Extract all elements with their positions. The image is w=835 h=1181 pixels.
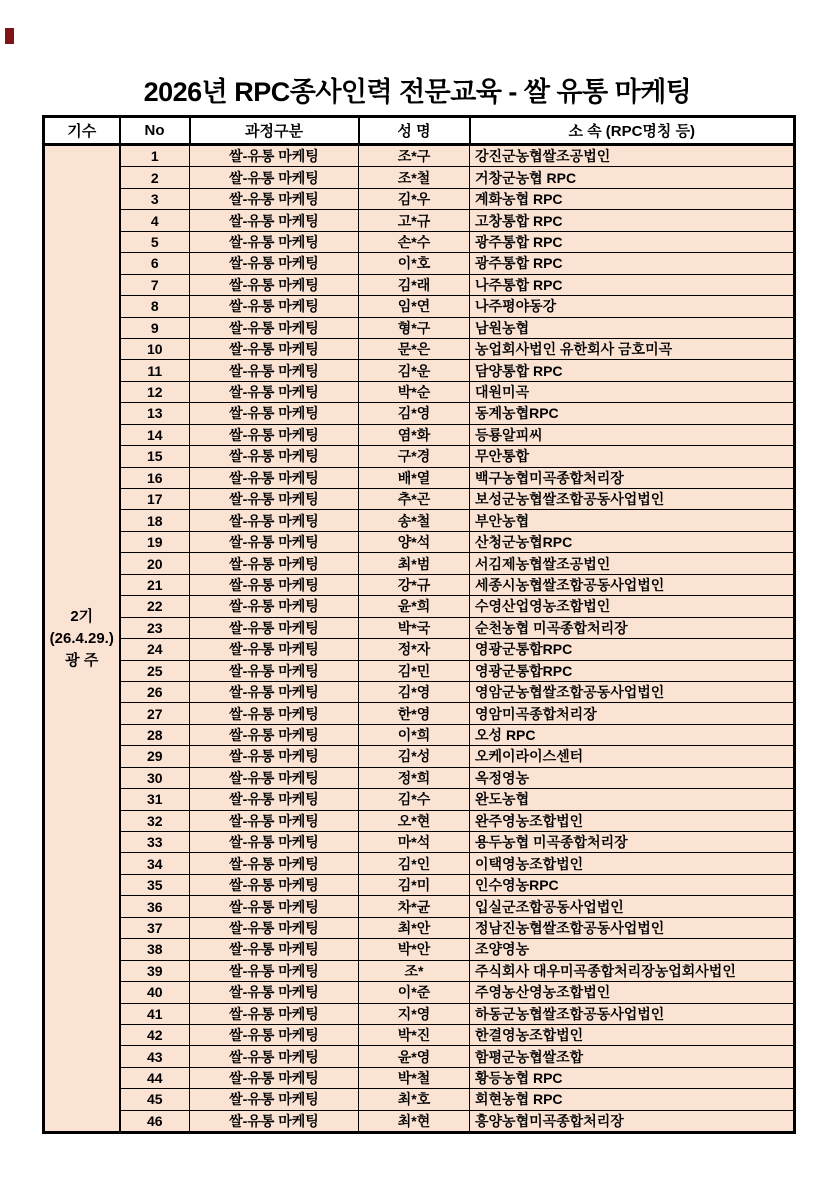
org-cell: 보성군농협쌀조합공동사업법인 (470, 489, 795, 510)
page-title: 2026년 RPC종사인력 전문교육 - 쌀 유통 마케팅 (143, 77, 692, 107)
course-cell: 쌀-유통 마케팅 (190, 1089, 359, 1110)
course-cell: 쌀-유통 마케팅 (190, 360, 359, 381)
name-cell: 양*석 (359, 531, 470, 552)
org-cell: 백구농협미곡종합처리장 (470, 467, 795, 488)
org-cell: 인수영농RPC (470, 874, 795, 895)
course-cell: 쌀-유통 마케팅 (190, 553, 359, 574)
course-cell: 쌀-유통 마케팅 (190, 767, 359, 788)
name-cell: 한*영 (359, 703, 470, 724)
table-body (44, 145, 795, 1133)
org-cell: 영암미곡종합처리장 (470, 703, 795, 724)
table-row (44, 1046, 795, 1067)
course-cell: 쌀-유통 마케팅 (190, 810, 359, 831)
course-cell: 쌀-유통 마케팅 (190, 853, 359, 874)
course-cell: 쌀-유통 마케팅 (190, 982, 359, 1003)
corner-mark (5, 28, 14, 44)
table-row (44, 1067, 795, 1088)
org-cell: 영암군농협쌀조합공동사업법인 (470, 681, 795, 702)
course-cell: 쌀-유통 마케팅 (190, 317, 359, 338)
course-cell: 쌀-유통 마케팅 (190, 896, 359, 917)
course-cell: 쌀-유통 마케팅 (190, 489, 359, 510)
table-row (44, 167, 795, 188)
name-cell: 정*자 (359, 639, 470, 660)
header-course: 과정구분 (190, 117, 359, 145)
row-number-cell: 11 (120, 360, 190, 381)
row-number-cell: 45 (120, 1089, 190, 1110)
org-cell: 회현농협 RPC (470, 1089, 795, 1110)
table-row (44, 231, 795, 252)
course-cell: 쌀-유통 마케팅 (190, 746, 359, 767)
table-row (44, 681, 795, 702)
table-row (44, 403, 795, 424)
org-cell: 순천농협 미곡종합처리장 (470, 617, 795, 638)
table-row (44, 489, 795, 510)
row-number-cell: 32 (120, 810, 190, 831)
course-cell: 쌀-유통 마케팅 (190, 338, 359, 359)
row-number-cell: 25 (120, 660, 190, 681)
cohort-location: 광 주 (65, 651, 99, 669)
name-cell: 김*미 (359, 874, 470, 895)
name-cell: 이*준 (359, 982, 470, 1003)
name-cell: 김*우 (359, 188, 470, 209)
name-cell: 최*범 (359, 553, 470, 574)
table-row (44, 724, 795, 745)
name-cell: 김*민 (359, 660, 470, 681)
course-cell: 쌀-유통 마케팅 (190, 1024, 359, 1045)
row-number-cell: 2 (120, 167, 190, 188)
org-cell: 입실군조합공동사업법인 (470, 896, 795, 917)
row-number-cell: 31 (120, 789, 190, 810)
course-cell: 쌀-유통 마케팅 (190, 832, 359, 853)
org-cell: 담양통합 RPC (470, 360, 795, 381)
org-cell: 무안통합 (470, 446, 795, 467)
name-cell: 염*화 (359, 424, 470, 445)
course-cell: 쌀-유통 마케팅 (190, 917, 359, 938)
row-number-cell: 40 (120, 982, 190, 1003)
table-row (44, 1110, 795, 1132)
name-cell: 형*구 (359, 317, 470, 338)
row-number-cell: 8 (120, 296, 190, 317)
row-number-cell: 34 (120, 853, 190, 874)
row-number-cell: 17 (120, 489, 190, 510)
table-row (44, 810, 795, 831)
table-row (44, 832, 795, 853)
course-cell: 쌀-유통 마케팅 (190, 874, 359, 895)
course-cell: 쌀-유통 마케팅 (190, 1003, 359, 1024)
name-cell: 오*현 (359, 810, 470, 831)
table-row (44, 574, 795, 595)
course-cell: 쌀-유통 마케팅 (190, 381, 359, 402)
org-cell: 계화농협 RPC (470, 188, 795, 209)
name-cell: 최*안 (359, 917, 470, 938)
row-number-cell: 22 (120, 596, 190, 617)
course-cell: 쌀-유통 마케팅 (190, 596, 359, 617)
name-cell: 박*국 (359, 617, 470, 638)
row-number-cell: 13 (120, 403, 190, 424)
course-cell: 쌀-유통 마케팅 (190, 188, 359, 209)
table-row (44, 296, 795, 317)
name-cell: 김*영 (359, 681, 470, 702)
course-cell: 쌀-유통 마케팅 (190, 296, 359, 317)
name-cell: 김*인 (359, 853, 470, 874)
table-row (44, 317, 795, 338)
course-cell: 쌀-유통 마케팅 (190, 274, 359, 295)
course-cell: 쌀-유통 마케팅 (190, 253, 359, 274)
course-cell: 쌀-유통 마케팅 (190, 939, 359, 960)
table-row (44, 660, 795, 681)
org-cell: 오성 RPC (470, 724, 795, 745)
course-cell: 쌀-유통 마케팅 (190, 724, 359, 745)
org-cell: 등룡알피씨 (470, 424, 795, 445)
table-row (44, 703, 795, 724)
cohort-cell (44, 145, 120, 1133)
name-cell: 이*희 (359, 724, 470, 745)
header-org: 소 속 (RPC명칭 등) (470, 117, 795, 145)
row-number-cell: 36 (120, 896, 190, 917)
name-cell: 강*규 (359, 574, 470, 595)
row-number-cell: 39 (120, 960, 190, 981)
table-row (44, 145, 795, 167)
course-cell: 쌀-유통 마케팅 (190, 510, 359, 531)
course-cell: 쌀-유통 마케팅 (190, 231, 359, 252)
course-cell: 쌀-유통 마케팅 (190, 446, 359, 467)
course-cell: 쌀-유통 마케팅 (190, 145, 359, 167)
course-cell: 쌀-유통 마케팅 (190, 639, 359, 660)
row-number-cell: 33 (120, 832, 190, 853)
org-cell: 농업회사법인 유한회사 금호미곡 (470, 338, 795, 359)
table-row (44, 253, 795, 274)
row-number-cell: 27 (120, 703, 190, 724)
table-row (44, 639, 795, 660)
table-row (44, 424, 795, 445)
name-cell: 윤*영 (359, 1046, 470, 1067)
row-number-cell: 4 (120, 210, 190, 231)
org-cell: 남원농협 (470, 317, 795, 338)
org-cell: 광주통합 RPC (470, 253, 795, 274)
table-header (44, 117, 795, 145)
row-number-cell: 1 (120, 145, 190, 167)
table-row (44, 446, 795, 467)
table-row (44, 210, 795, 231)
name-cell: 박*안 (359, 939, 470, 960)
org-cell: 세종시농협쌀조합공동사업법인 (470, 574, 795, 595)
name-cell: 김*래 (359, 274, 470, 295)
row-number-cell: 10 (120, 338, 190, 359)
name-cell: 조* (359, 960, 470, 981)
name-cell: 문*은 (359, 338, 470, 359)
table-row (44, 360, 795, 381)
name-cell: 최*현 (359, 1110, 470, 1132)
name-cell: 박*진 (359, 1024, 470, 1045)
course-cell: 쌀-유통 마케팅 (190, 574, 359, 595)
row-number-cell: 26 (120, 681, 190, 702)
row-number-cell: 29 (120, 746, 190, 767)
org-cell: 이택영농조합법인 (470, 853, 795, 874)
table-row (44, 1024, 795, 1045)
name-cell: 구*경 (359, 446, 470, 467)
cohort-date: (26.4.29.) (49, 629, 114, 647)
course-cell: 쌀-유통 마케팅 (190, 617, 359, 638)
org-cell: 주영농산영농조합법인 (470, 982, 795, 1003)
table-row (44, 874, 795, 895)
course-cell: 쌀-유통 마케팅 (190, 1067, 359, 1088)
org-cell: 나주평야동강 (470, 296, 795, 317)
org-cell: 옥정영농 (470, 767, 795, 788)
row-number-cell: 46 (120, 1110, 190, 1132)
table-row (44, 767, 795, 788)
header-no: No (120, 117, 190, 145)
org-cell: 하동군농협쌀조합공동사업법인 (470, 1003, 795, 1024)
table-row (44, 617, 795, 638)
row-number-cell: 21 (120, 574, 190, 595)
row-number-cell: 43 (120, 1046, 190, 1067)
org-cell: 서김제농협쌀조공법인 (470, 553, 795, 574)
table-row (44, 1003, 795, 1024)
name-cell: 김*영 (359, 403, 470, 424)
course-cell: 쌀-유통 마케팅 (190, 210, 359, 231)
name-cell: 배*열 (359, 467, 470, 488)
row-number-cell: 19 (120, 531, 190, 552)
row-number-cell: 12 (120, 381, 190, 402)
table-row (44, 917, 795, 938)
row-number-cell: 16 (120, 467, 190, 488)
org-cell: 부안농협 (470, 510, 795, 531)
table-row (44, 853, 795, 874)
name-cell: 임*연 (359, 296, 470, 317)
table-row (44, 274, 795, 295)
row-number-cell: 35 (120, 874, 190, 895)
table-row (44, 982, 795, 1003)
course-cell: 쌀-유통 마케팅 (190, 531, 359, 552)
course-cell: 쌀-유통 마케팅 (190, 1046, 359, 1067)
table-row (44, 338, 795, 359)
name-cell: 김*수 (359, 789, 470, 810)
row-number-cell: 14 (120, 424, 190, 445)
org-cell: 황등농협 RPC (470, 1067, 795, 1088)
row-number-cell: 9 (120, 317, 190, 338)
name-cell: 박*철 (359, 1067, 470, 1088)
name-cell: 조*철 (359, 167, 470, 188)
course-cell: 쌀-유통 마케팅 (190, 681, 359, 702)
cohort-number: 2기 (70, 607, 94, 625)
org-cell: 주식회사 대우미곡종합처리장농업회사법인 (470, 960, 795, 981)
org-cell: 고창통합 RPC (470, 210, 795, 231)
roster-table (42, 115, 796, 1134)
row-number-cell: 28 (120, 724, 190, 745)
name-cell: 손*수 (359, 231, 470, 252)
org-cell: 흥양농협미곡종합처리장 (470, 1110, 795, 1132)
row-number-cell: 5 (120, 231, 190, 252)
row-number-cell: 44 (120, 1067, 190, 1088)
name-cell: 지*영 (359, 1003, 470, 1024)
table-row (44, 510, 795, 531)
org-cell: 함평군농협쌀조합 (470, 1046, 795, 1067)
table-row (44, 596, 795, 617)
org-cell: 한결영농조합법인 (470, 1024, 795, 1045)
org-cell: 거창군농협 RPC (470, 167, 795, 188)
org-cell: 수영산업영농조합법인 (470, 596, 795, 617)
row-number-cell: 37 (120, 917, 190, 938)
row-number-cell: 3 (120, 188, 190, 209)
org-cell: 완도농협 (470, 789, 795, 810)
name-cell: 박*순 (359, 381, 470, 402)
table-row (44, 188, 795, 209)
table-row (44, 746, 795, 767)
row-number-cell: 30 (120, 767, 190, 788)
name-cell: 추*곤 (359, 489, 470, 510)
row-number-cell: 23 (120, 617, 190, 638)
course-cell: 쌀-유통 마케팅 (190, 960, 359, 981)
course-cell: 쌀-유통 마케팅 (190, 660, 359, 681)
course-cell: 쌀-유통 마케팅 (190, 403, 359, 424)
org-cell: 오케이라이스센터 (470, 746, 795, 767)
row-number-cell: 18 (120, 510, 190, 531)
name-cell: 고*규 (359, 210, 470, 231)
table-row (44, 960, 795, 981)
org-cell: 대원미곡 (470, 381, 795, 402)
course-cell: 쌀-유통 마케팅 (190, 167, 359, 188)
org-cell: 나주통합 RPC (470, 274, 795, 295)
row-number-cell: 6 (120, 253, 190, 274)
name-cell: 최*호 (359, 1089, 470, 1110)
name-cell: 조*구 (359, 145, 470, 167)
name-cell: 차*균 (359, 896, 470, 917)
row-number-cell: 7 (120, 274, 190, 295)
table-row (44, 789, 795, 810)
table-row (44, 896, 795, 917)
org-cell: 강진군농협쌀조공법인 (470, 145, 795, 167)
org-cell: 영광군통합RPC (470, 660, 795, 681)
name-cell: 송*철 (359, 510, 470, 531)
header-name: 성 명 (359, 117, 470, 145)
row-number-cell: 20 (120, 553, 190, 574)
table-row (44, 531, 795, 552)
table-row (44, 553, 795, 574)
header-cohort: 기수 (44, 117, 120, 145)
row-number-cell: 24 (120, 639, 190, 660)
org-cell: 광주통합 RPC (470, 231, 795, 252)
org-cell: 완주영농조합법인 (470, 810, 795, 831)
table-row (44, 1089, 795, 1110)
table-row (44, 939, 795, 960)
name-cell: 이*호 (359, 253, 470, 274)
row-number-cell: 42 (120, 1024, 190, 1045)
row-number-cell: 38 (120, 939, 190, 960)
org-cell: 영광군통합RPC (470, 639, 795, 660)
course-cell: 쌀-유통 마케팅 (190, 467, 359, 488)
org-cell: 산청군농협RPC (470, 531, 795, 552)
name-cell: 정*희 (359, 767, 470, 788)
table-row (44, 381, 795, 402)
course-cell: 쌀-유통 마케팅 (190, 703, 359, 724)
name-cell: 김*운 (359, 360, 470, 381)
course-cell: 쌀-유통 마케팅 (190, 424, 359, 445)
name-cell: 김*성 (359, 746, 470, 767)
table-row (44, 467, 795, 488)
course-cell: 쌀-유통 마케팅 (190, 789, 359, 810)
org-cell: 동계농협RPC (470, 403, 795, 424)
course-cell: 쌀-유통 마케팅 (190, 1110, 359, 1132)
row-number-cell: 41 (120, 1003, 190, 1024)
name-cell: 윤*희 (359, 596, 470, 617)
org-cell: 정남진농협쌀조합공동사업법인 (470, 917, 795, 938)
org-cell: 조양영농 (470, 939, 795, 960)
org-cell: 용두농협 미곡종합처리장 (470, 832, 795, 853)
name-cell: 마*석 (359, 832, 470, 853)
row-number-cell: 15 (120, 446, 190, 467)
